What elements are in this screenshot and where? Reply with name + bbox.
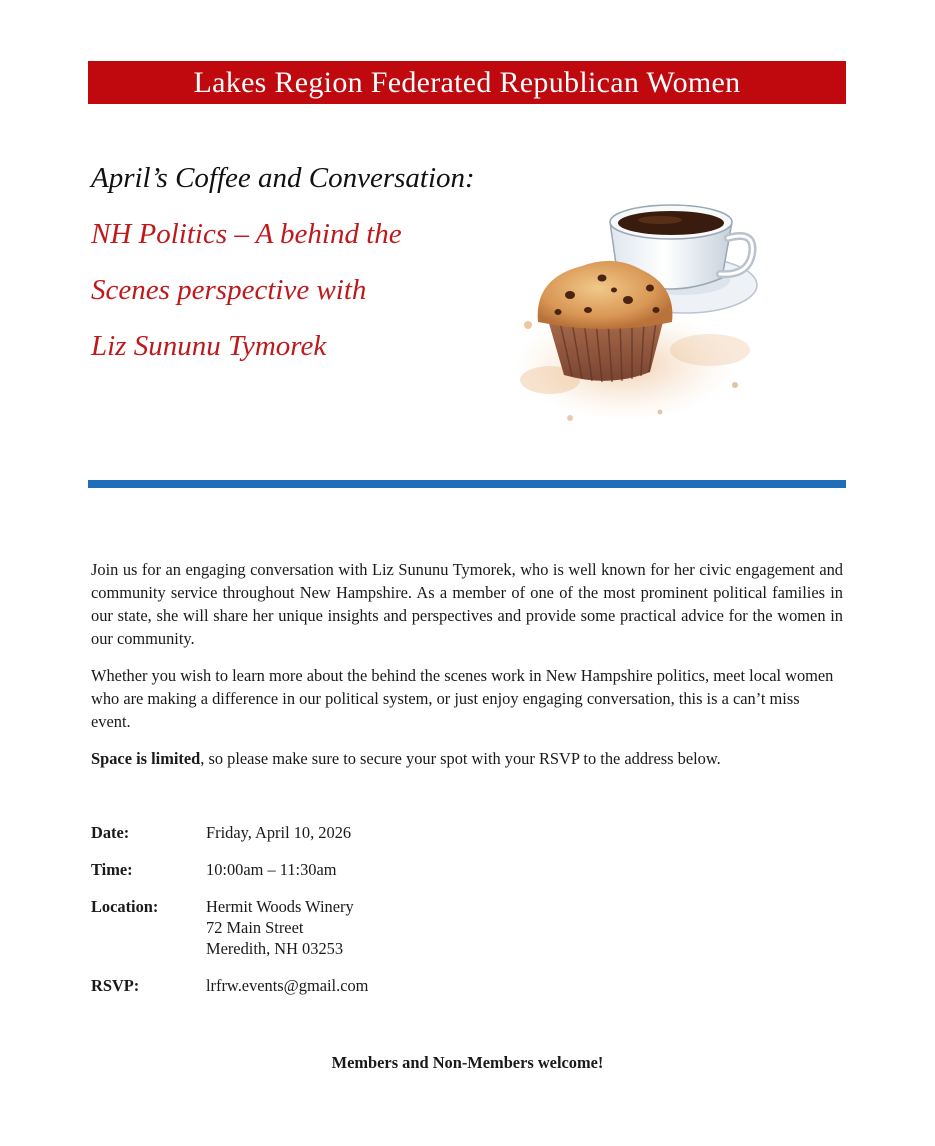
date-row <box>91 822 791 843</box>
headline-event-title: April’s Coffee and Conversation: <box>91 162 475 194</box>
description-paragraph-3 <box>91 747 843 770</box>
welcome-note: Members and Non-Members welcome! <box>331 1053 604 1072</box>
date-value: Friday, April 10, 2026 <box>206 823 352 842</box>
location-row <box>91 896 791 959</box>
rsvp-email[interactable]: lrfrw.events@gmail.com <box>206 976 369 995</box>
location-value <box>206 896 354 959</box>
location-label: Location: <box>91 897 159 916</box>
description-paragraph-2: Whether you wish to learn more about the behind the scenes work in New Hampshire politics, meet local women who are making a difference in our political system, or just enjoy engaging conversation, this is a can’t miss event. <box>91 666 834 731</box>
rsvp-label: RSVP: <box>91 976 140 995</box>
location-street: 72 Main Street <box>206 918 304 937</box>
time-label: Time: <box>91 860 133 879</box>
date-label: Date: <box>91 823 130 842</box>
header-banner <box>88 61 846 104</box>
time-value: 10:00am – 11:30am <box>206 860 337 879</box>
headline-topic-line1: NH Politics – A behind the <box>91 218 402 250</box>
event-description <box>91 558 843 784</box>
org-name: Lakes Region Federated Republican Women <box>193 65 741 99</box>
headline-topic-line2: Scenes perspective with <box>91 274 367 306</box>
time-row <box>91 859 791 880</box>
event-details <box>91 822 791 1012</box>
space-limited-emphasis: Space is limited <box>91 749 201 768</box>
location-city: Meredith, NH 03253 <box>206 939 344 958</box>
description-paragraph-1: Join us for an engaging conversation with Liz Sununu Tymorek, who is well known for her civic engagement and community service throughout New Hampshire. As a member of one of the most prominent political families in our state, she will share her unique insights and perspectives and provide some practical advice for the women in our community. <box>91 560 843 648</box>
rsvp-row <box>91 975 791 996</box>
headline <box>91 150 511 374</box>
headline-speaker: Liz Sununu Tymorek <box>91 330 327 362</box>
coffee-cup-and-muffin-icon <box>510 150 770 440</box>
rsvp-instruction: , so please make sure to secure your spot with your RSVP to the address below. <box>200 749 721 768</box>
section-divider <box>88 480 846 488</box>
location-venue: Hermit Woods Winery <box>206 897 354 916</box>
